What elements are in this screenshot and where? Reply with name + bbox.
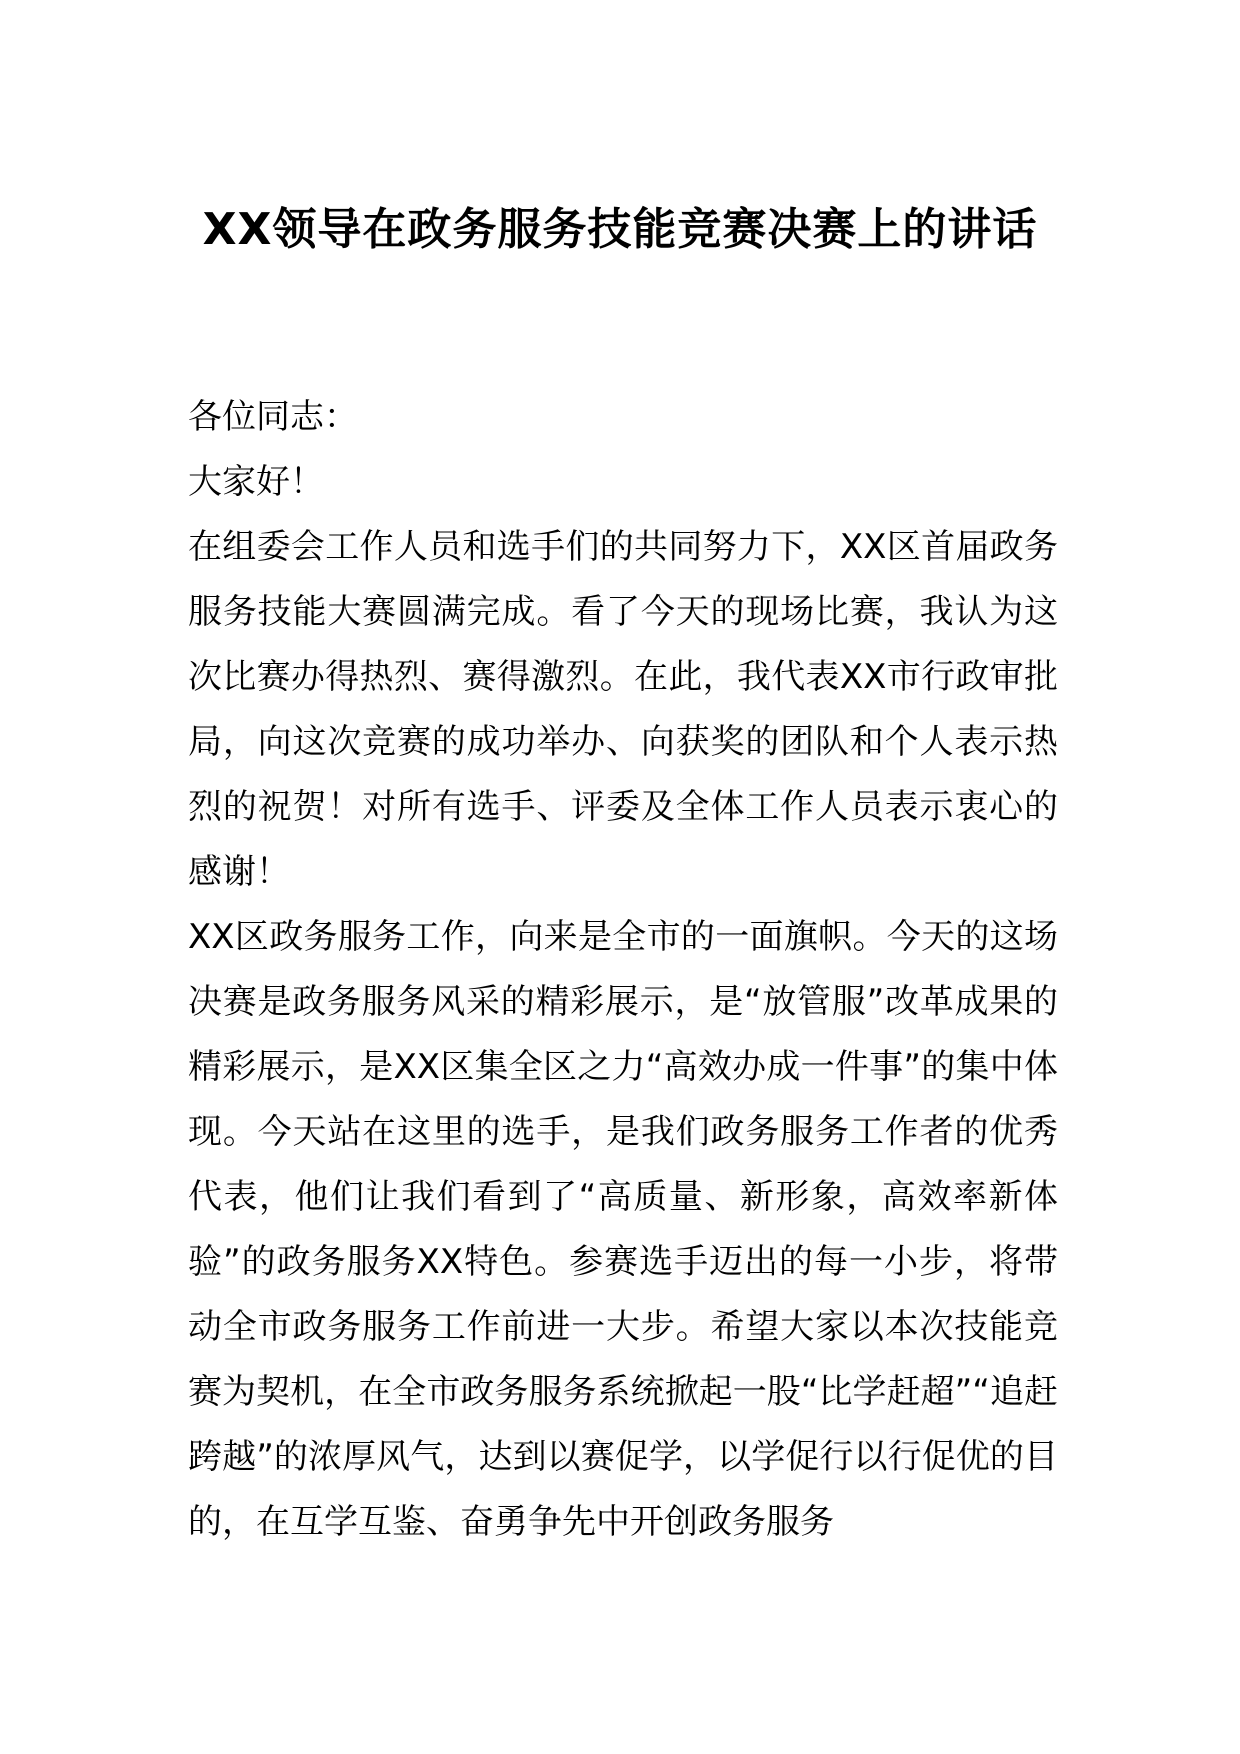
document-title: XX领导在政务服务技能竞赛决赛上的讲话 — [202, 204, 1038, 255]
greeting: 大家好！ — [188, 462, 324, 502]
body-paragraph: 在组委会工作人员和选手们的共同努力下，XX区首届政务服务技能大赛圆满完成。看了今天的现场比赛，我认为这次比赛办得热烈、赛得激烈。在此，我代表XX市行政审批局，向这次竞赛的成功举办、向获奖的团队和个人表示热烈的祝贺！对所有选手、评委及全体工作人员表示衷心的感谢！ — [188, 527, 1058, 892]
document-body — [188, 385, 1058, 1555]
body-paragraph: XX区政务服务工作，向来是全市的一面旗帜。今天的这场决赛是政务服务风采的精彩展示，是“放管服”改革成果的精彩展示，是XX区集全区之力“高效办成一件事”的集中体现。今天站在这里的选手，是我们政务服务工作者的优秀代表，他们让我们看到了“高质量、新形象，高效率新体验”的政务服务XX特色。参赛选手迈出的每一小步，将带动全市政务服务工作前进一大步。希望大家以本次技能竞赛为契机，在全市政务服务系统掀起一股“比学赶超”“追赶跨越”的浓厚风气，达到以赛促学，以学促行以行促优的目的，在互学互鉴、奋勇争先中开创政务服务 — [188, 917, 1058, 1542]
salutation: 各位同志： — [188, 397, 358, 437]
